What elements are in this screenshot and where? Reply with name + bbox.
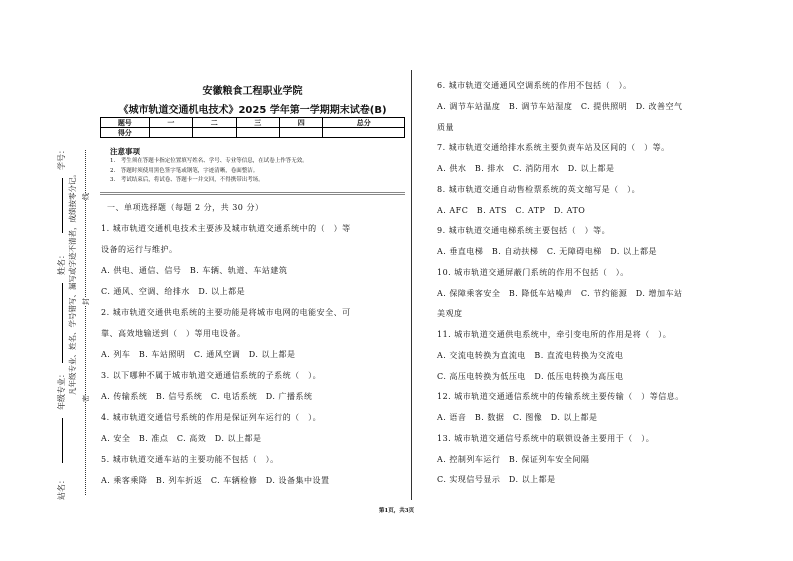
score-input[interactable] [193,128,236,138]
double-rule [100,192,405,195]
score-cell: 四 [279,118,322,128]
score-table-score-row [101,128,405,138]
question-line: 靠、高效地输送到（ ）等用电设备。 [101,329,246,338]
question-line: 10. 城市轨道交通屏蔽门系统的作用不包括（ ）。 [437,267,629,277]
page-number: 第1页，共3页 [378,508,415,514]
notes-heading: 注意事项 [110,147,140,156]
score-table [100,117,405,138]
score-input[interactable] [149,128,192,138]
binding-warning: 凡年级专业、姓名、学号错写、漏写或字迹不清者，成绩按零分记。 [68,170,77,395]
question-line: A. 调节车站温度 B. 调节车站湿度 C. 提供照明 D. 改善空气 [437,101,683,111]
question-line: 13. 城市轨道交通信号系统中的联锁设备主要用于（ ）。 [437,433,655,443]
question-line: A. 供水 B. 排水 C. 消防用水 D. 以上都是 [437,164,615,173]
name-line[interactable] [62,283,63,363]
score-input[interactable] [323,128,405,138]
question-line: A. 垂直电梯 B. 自动扶梯 C. 无障碍电梯 D. 以上都是 [437,247,657,256]
question-line: 7. 城市轨道交通给排水系统主要负责车站及区间的（ ）等。 [437,143,670,153]
question-line: 一、单项选择题（每题 2 分，共 30 分） [107,203,264,212]
question-line: 3. 以下哪种不属于城市轨道交通通信系统的子系统（ ）。 [101,371,322,380]
score-input[interactable] [236,128,279,138]
seal-line [85,150,86,495]
school-name: 安徽粮食工程职业学院 [202,86,303,97]
question-line: A. AFC B. ATS C. ATP D. ATO [437,205,586,215]
notes-section [110,146,308,186]
score-cell: 总分 [323,118,405,128]
seal-char-feng: 封 [82,298,90,305]
question-line: C. 通风、空调、给排水 D. 以上都是 [101,287,246,296]
question-line: 6. 城市轨道交通通风空调系统的作用不包括（ ）。 [437,81,632,90]
student-id-line[interactable] [62,178,63,233]
score-input[interactable] [279,128,322,138]
question-line: A. 传输系统 B. 信号系统 C. 电话系统 D. 广播系统 [101,392,313,401]
note-item: 1. 考生须在答题卡指定位置填写姓名、学号、专业等信息，在试卷上作答无效。 [110,158,308,164]
question-line: A. 供电、通信、信号 B. 车辆、轨道、车站建筑 [101,266,288,275]
question-line: C. 高压电转换为低压电 D. 低压电转换为高压电 [437,371,624,381]
question-line: 12. 城市轨道交通通信系统中的传输系统主要传输（ ）等信息。 [437,392,684,402]
question-line: 11. 城市轨道交通供电系统中，牵引变电所的作用是将（ ）。 [437,330,672,339]
question-line: A. 语音 B. 数据 C. 图像 D. 以上都是 [437,413,598,422]
score-table-header-row [101,118,405,128]
grade-major-label: 年级专业： [57,370,66,410]
question-line: 质量 [437,122,454,132]
score-cell: 二 [193,118,236,128]
note-item: 3. 考试结束后，将试卷、答题卡一并交回，不得携带出考场。 [110,177,264,183]
question-line: 设备的运行与维护。 [101,245,178,254]
question-line: A. 交流电转换为直流电 B. 直流电转换为交流电 [437,350,624,360]
question-line: 美观度 [437,309,463,319]
score-cell: 题号 [101,118,150,128]
note-item: 2. 答题时须使用黑色签字笔或钢笔，字迹清晰，卷面整洁。 [110,167,259,174]
question-line: 5. 城市轨道交通车站的主要功能不包括（ ）。 [101,455,279,464]
question-line: 1. 城市轨道交通机电技术主要涉及城市轨道交通系统中的（ ）等 [101,224,351,233]
question-line: A. 列车 B. 车站照明 C. 通风空调 D. 以上都是 [101,350,296,359]
left-column-questions [101,197,351,491]
score-cell: 得分 [101,128,150,138]
question-line: 8. 城市轨道交通自动售检票系统的英文缩写是（ ）。 [437,184,641,194]
seal-char-mi: 密 [82,395,90,402]
name-label: 姓名： [57,251,66,275]
question-line: A. 乘客乘降 B. 列车折返 C. 车辆检修 D. 设备集中设置 [101,476,330,485]
exam-title: 《城市轨道交通机电技术》2025 学年第一学期期末试卷(B) [118,105,387,116]
question-line: 2. 城市轨道交通供电系统的主要功能是将城市电网的电能安全、可 [101,308,351,317]
station-label: 站名： [57,476,66,500]
question-line: A. 保障乘客安全 B. 降低车站噪声 C. 节约能源 D. 增加车站 [437,288,683,298]
column-divider [411,70,412,500]
seal-char-xian: 线 [82,193,90,200]
question-line: C. 实现信号显示 D. 以上都是 [437,475,556,485]
question-line: A. 安全 B. 准点 C. 高效 D. 以上都是 [101,434,262,443]
question-line: 9. 城市轨道交通电梯系统主要包括（ ）等。 [437,226,611,236]
score-cell: 一 [149,118,192,128]
score-cell: 三 [236,118,279,128]
question-line: A. 控制列车运行 B. 保证列车安全间隔 [437,454,590,464]
right-column-questions [437,76,684,491]
grade-major-line[interactable] [62,418,63,463]
question-line: 4. 城市轨道交通信号系统的作用是保证列车运行的（ ）。 [101,413,322,422]
student-id-label: 学号： [57,146,66,170]
